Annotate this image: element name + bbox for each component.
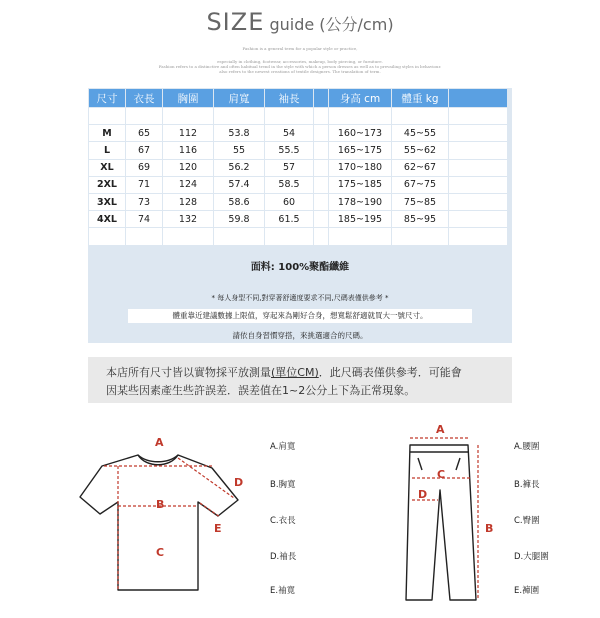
title-size-word: SIZE — [206, 8, 265, 36]
table-cell: 60 — [265, 194, 313, 210]
table-cell: 160~173 — [329, 125, 391, 141]
table-cell: 132 — [163, 211, 213, 227]
pants-label-c: C — [437, 468, 446, 481]
tshirt-label-d: D — [234, 476, 244, 489]
table-cell: 116 — [163, 142, 213, 158]
table-cell: 57 — [265, 160, 313, 176]
table-cell: 55~62 — [392, 142, 448, 158]
title-guide-word: guide — [269, 15, 315, 34]
table-cell: 165~175 — [329, 142, 391, 158]
table-cell: 67~75 — [392, 177, 448, 193]
pants-measure-lines — [410, 438, 478, 600]
tshirt-label-e: E — [214, 522, 222, 535]
fabric-label: 面料: 100%聚酯纖維 — [250, 262, 350, 273]
shirt-legend-c: C.衣長 — [270, 516, 296, 526]
column-header: 身高 cm — [329, 89, 391, 107]
table-cell: 57.4 — [214, 177, 264, 193]
subtitle-line: also refers to the newest creations of textile designers. The translation of term. — [219, 69, 381, 74]
pants-legend-c: C.臀圍 — [514, 516, 540, 526]
tshirt-label-b: B — [156, 498, 165, 511]
subtitle-line: especially in clothing, footwear, accessories, makeup, body piercing, or furniture. — [217, 59, 383, 64]
pants-label-a: A — [436, 423, 445, 436]
table-cell: 54 — [265, 125, 313, 141]
table-cell: 178~190 — [329, 194, 391, 210]
size-label-cell: M — [89, 125, 125, 141]
table-cell: 62~67 — [392, 160, 448, 176]
table-cell: 128 — [163, 194, 213, 210]
title-unit: (公分/cm) — [319, 15, 394, 34]
size-label-cell: 4XL — [89, 211, 125, 227]
column-header: 體重 kg — [392, 89, 448, 107]
table-cell: 55 — [214, 142, 264, 158]
pants-legend-e: E.褲圍 — [514, 586, 540, 596]
column-header: 肩寬 — [214, 89, 264, 107]
table-cell: 65 — [126, 125, 162, 141]
size-label-cell: 2XL — [89, 177, 125, 193]
table-cell: 59.8 — [214, 211, 264, 227]
shirt-legend-e: E.袖寬 — [270, 586, 296, 596]
table-cell: 74 — [126, 211, 162, 227]
tshirt-label-a: A — [155, 436, 164, 449]
table-cell: 69 — [126, 160, 162, 176]
shirt-legend-a: A.肩寬 — [270, 442, 296, 452]
table-cell: 58.6 — [214, 194, 264, 210]
size-label-cell: L — [89, 142, 125, 158]
shirt-legend-b: B.胸寬 — [270, 480, 296, 490]
size-label-cell: 3XL — [89, 194, 125, 210]
table-cell: 112 — [163, 125, 213, 141]
column-header: 袖長 — [265, 89, 313, 107]
table-cell: 175~185 — [329, 177, 391, 193]
pants-legend-d: D.大腿圍 — [514, 552, 549, 562]
notice-text: ．此尺碼表僅供參考．可能會 — [318, 366, 462, 379]
table-cell: 75~85 — [392, 194, 448, 210]
column-header: 尺寸 — [89, 89, 125, 107]
weight-advice-note: 體重靠近建議數據上限值，穿起來為剛好合身，想寬鬆舒適就買大一號尺寸。 — [128, 309, 472, 323]
table-cell: 185~195 — [329, 211, 391, 227]
pants-legend-a: A.腰圍 — [514, 442, 540, 452]
reference-note: * 每人身型不同,對穿著舒適度要求不同,尺碼表僅供參考 * — [211, 294, 389, 302]
subtitle-line: Fashion refers to a distinctive and often habitual trend in the style with which a person dresses as well as to prevailing styles in behaviour. — [158, 64, 442, 69]
notice-text: 本店所有尺寸皆以實物採平放測量 — [106, 366, 271, 379]
pants-label-d: D — [418, 488, 428, 501]
choose-size-note: 請依自身習慣穿搭，來挑選適合的尺碼。 — [232, 331, 368, 340]
table-cell: 53.8 — [214, 125, 264, 141]
table-cell: 124 — [163, 177, 213, 193]
table-cell: 170~180 — [329, 160, 391, 176]
table-cell: 120 — [163, 160, 213, 176]
table-cell: 56.2 — [214, 160, 264, 176]
table-cell: 67 — [126, 142, 162, 158]
table-cell: 58.5 — [265, 177, 313, 193]
table-cell: 71 — [126, 177, 162, 193]
column-header: 胸圍 — [163, 89, 213, 107]
notice-line-2: 因某些因素產生些許誤差．誤差值在1~2公分上下為正常現象。 — [106, 384, 416, 397]
pants-label-b: B — [485, 522, 494, 535]
shirt-legend-d: D.袖長 — [270, 552, 297, 562]
notice-unit: (單位CM) — [271, 366, 319, 379]
table-cell: 45~55 — [392, 125, 448, 141]
pants-legend-b: B.褲長 — [514, 480, 540, 490]
table-cell: 55.5 — [265, 142, 313, 158]
table-cell: 85~95 — [392, 211, 448, 227]
table-cell: 73 — [126, 194, 162, 210]
size-label-cell: XL — [89, 160, 125, 176]
table-cell: 61.5 — [265, 211, 313, 227]
tshirt-label-c: C — [156, 546, 165, 559]
subtitle-line: Fashion is a general term for a popular style or practice, — [242, 46, 358, 51]
column-header: 衣長 — [126, 89, 162, 107]
